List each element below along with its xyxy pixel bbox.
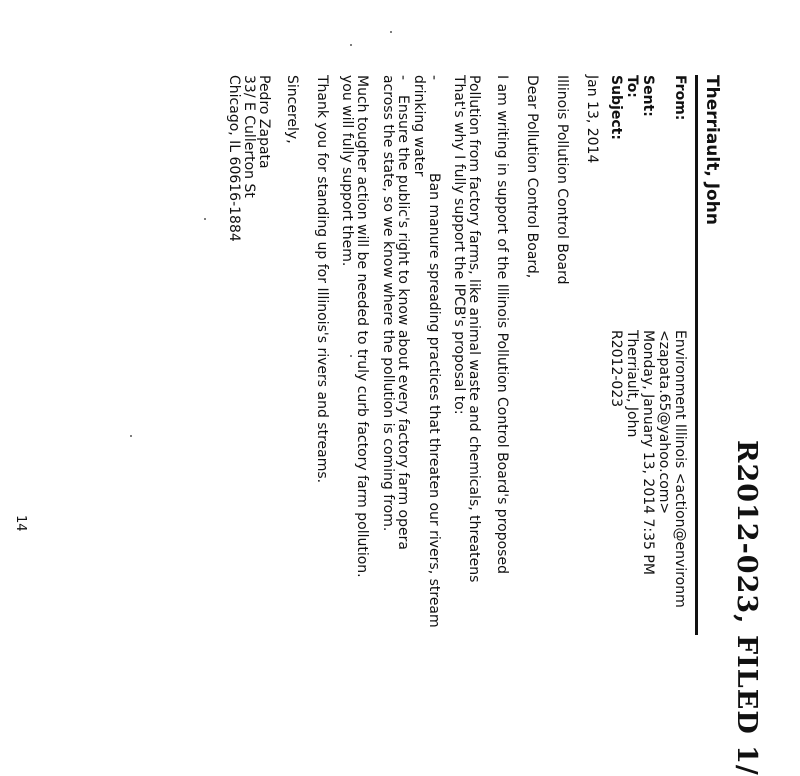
recipient-line: Illinois Pollution Control Board [554, 75, 570, 285]
paragraph-line: That's why I fully support the IPCB's proposal to: [451, 75, 467, 415]
paragraph-line: Much tougher action will be needed to truly curb factory farm pollution. [354, 75, 370, 578]
header-rule [695, 75, 698, 635]
bullet-item-line: Ban manure spreading practices that threaten our rivers, stream [426, 173, 442, 628]
scan-speck [130, 435, 132, 437]
from-value: Environment Illinois <action@environm [672, 330, 688, 608]
bullet-item-line: across the state, so we know where the pollution is coming from. [380, 75, 396, 532]
signature-street: 33/ E Cullerton St [241, 75, 257, 198]
sent-label: Sent: [640, 75, 656, 117]
paragraph-line: Pollution from factory farms, like animal waste and chemicals, threatens [466, 75, 482, 583]
scan-speck [350, 355, 352, 357]
paragraph-line: you will fully support them. [339, 75, 355, 267]
bullet-dash: - [395, 75, 411, 81]
subject-value: R2012-023 [608, 330, 624, 408]
scan-speck [350, 44, 352, 46]
filing-stamp: R2012-023, FILED 1/ [731, 440, 762, 776]
signature-name: Pedro Zapata [256, 75, 272, 169]
scan-speck [390, 31, 392, 33]
bullet-item-line: Ensure the public's right to know about every factory farm opera [395, 95, 411, 550]
sender-name: Therriault, John [702, 75, 722, 225]
to-label: To: [624, 75, 640, 98]
to-value: Therriault, John [624, 330, 640, 438]
page-number: 14 [13, 515, 28, 532]
scan-speck [204, 218, 206, 220]
signature-city: Chicago, IL 60616-1884 [226, 75, 242, 242]
intro-line: I am writing in support of the Illinois Pollution Control Board's proposed [494, 75, 510, 574]
from-email: <zapata.65@yahoo.com> [656, 330, 672, 515]
letter-date: Jan 13, 2014 [584, 75, 600, 164]
from-label: From: [672, 75, 688, 121]
thanks-line: Thank you for standing up for Illinois's rivers and streams. [314, 75, 330, 484]
closing-line: Sincerely, [284, 75, 300, 144]
subject-label: Subject: [608, 75, 624, 140]
bullet-item-line: drinking water [411, 75, 427, 177]
greeting-line: Dear Pollution Control Board, [524, 75, 540, 279]
bullet-dash: - [426, 75, 442, 81]
sent-value: Monday, January 13, 2014 7:35 PM [640, 330, 656, 575]
